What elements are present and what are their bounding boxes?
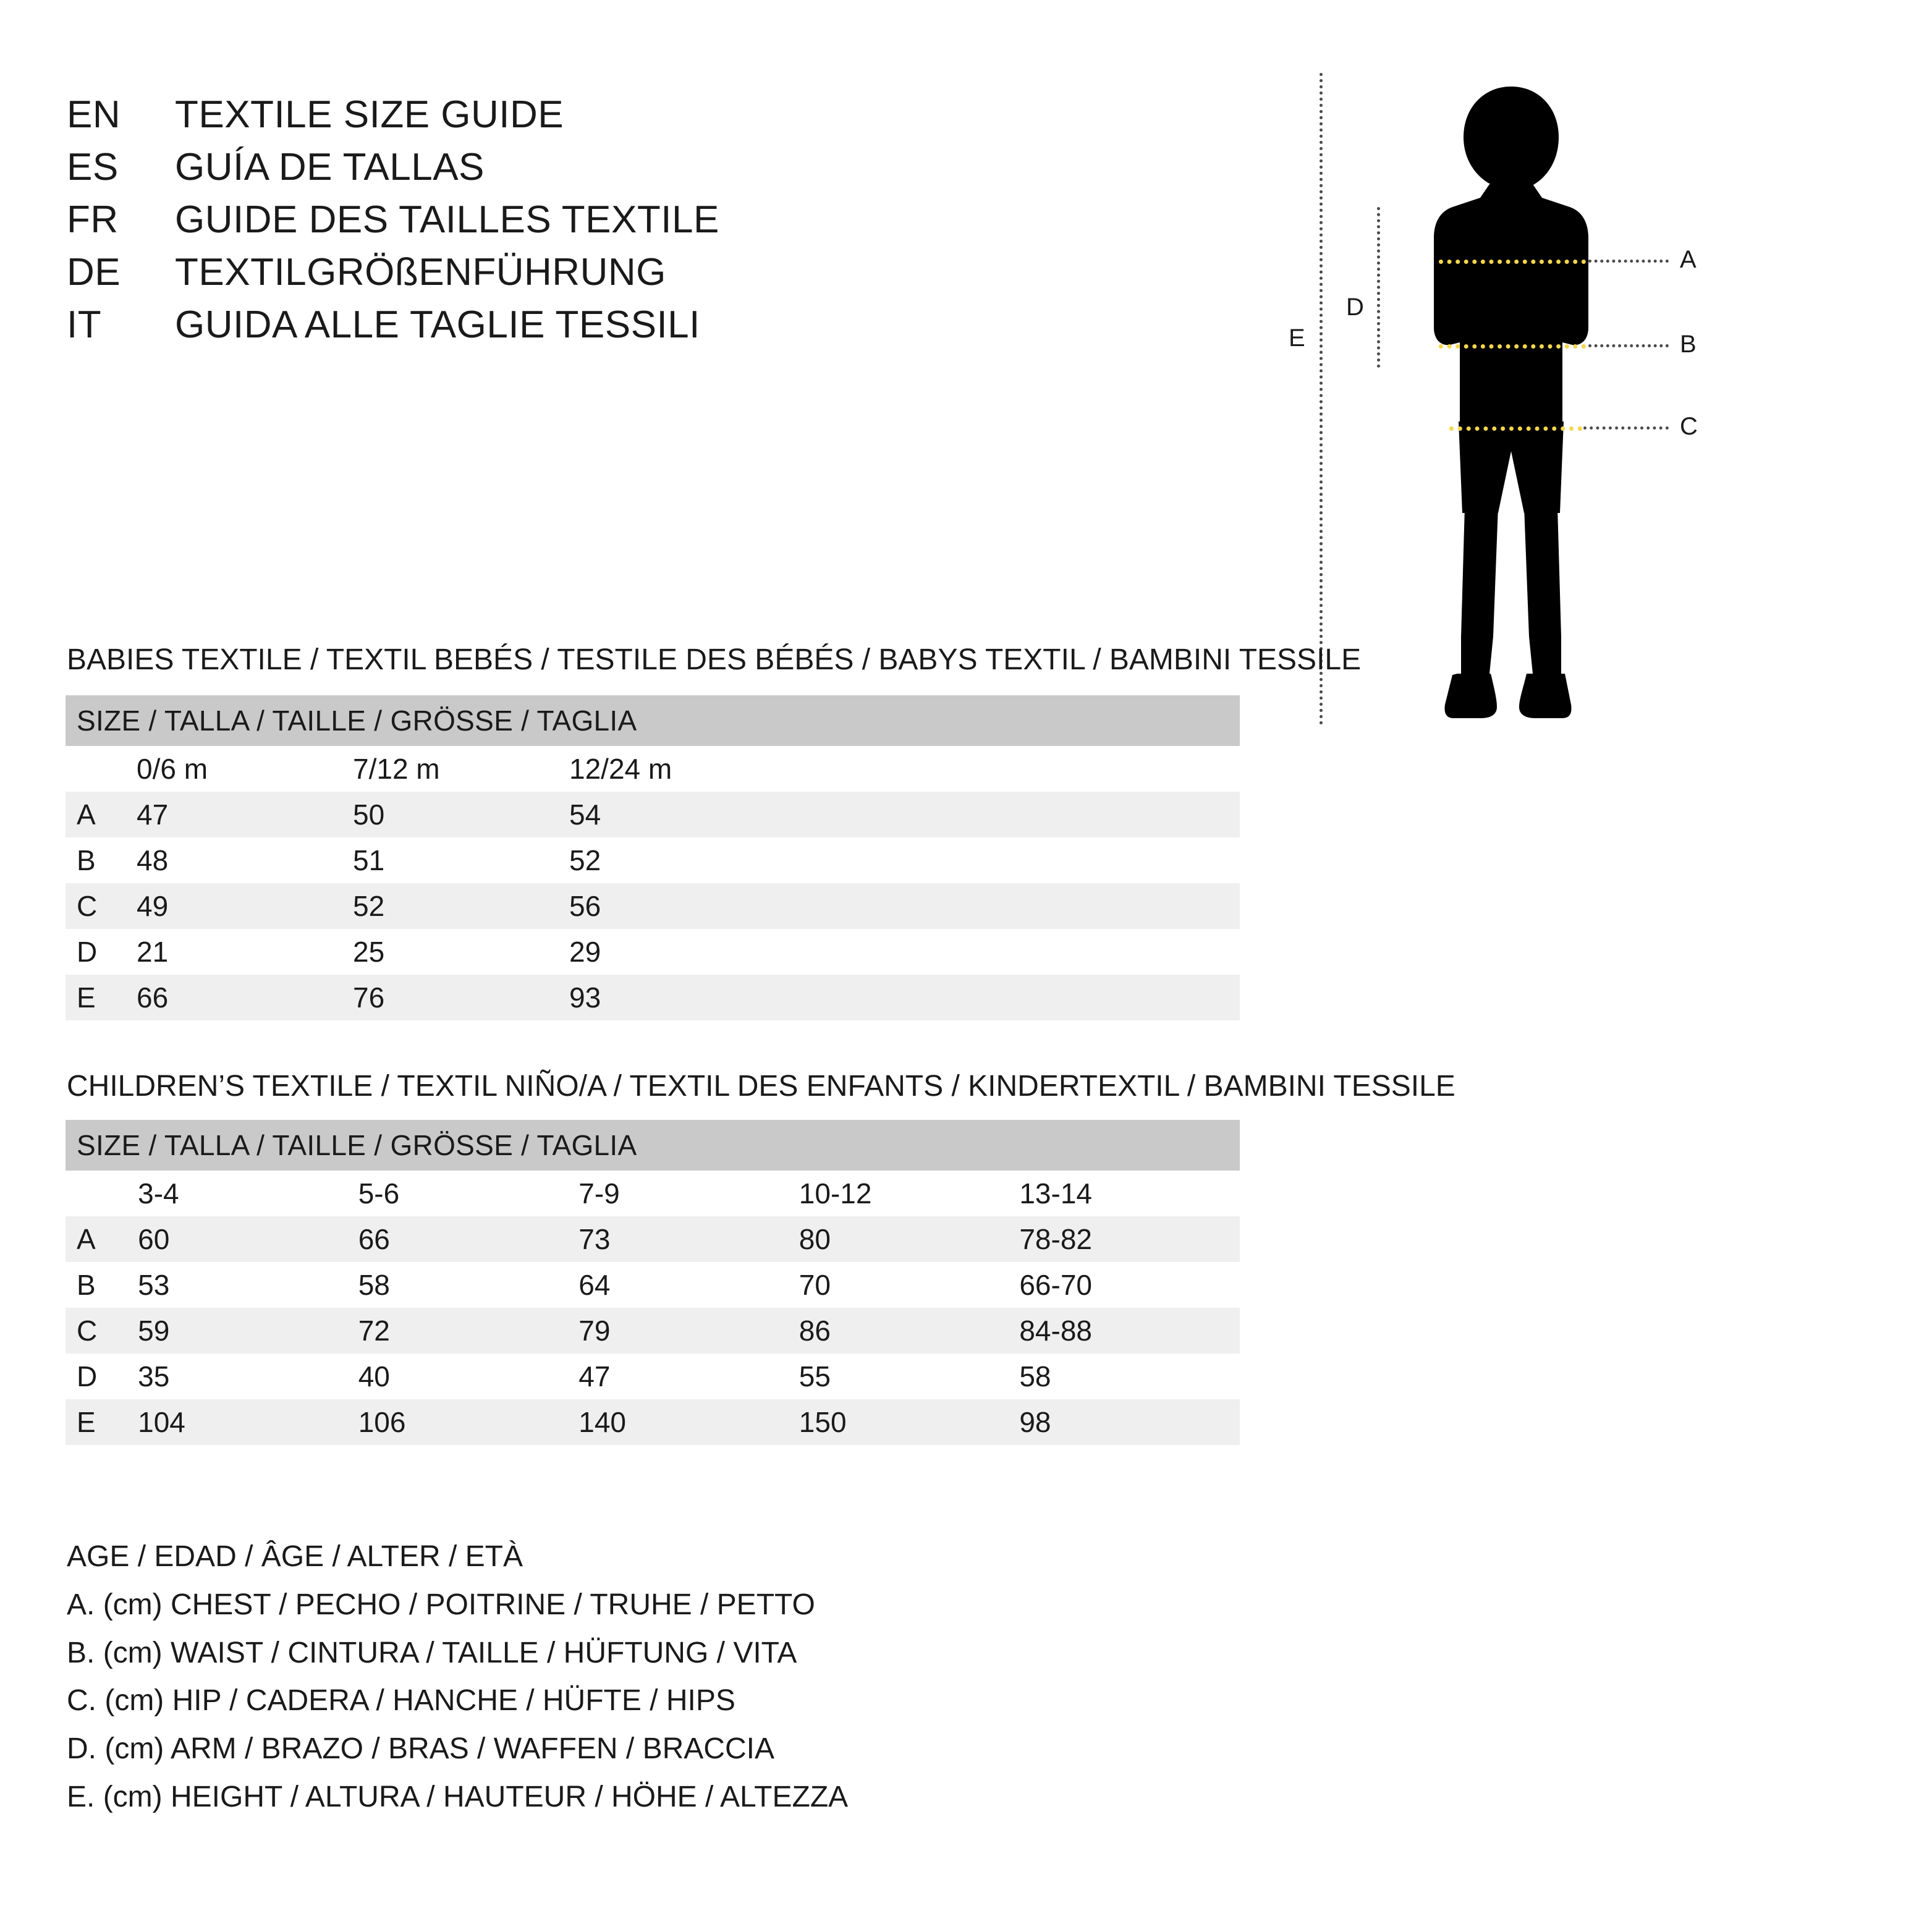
children-row-label-d: D xyxy=(77,1360,98,1392)
table-row xyxy=(66,1216,1240,1262)
babies-col-0: 0/6 m xyxy=(137,753,208,785)
babies-header-cell: SIZE / TALLA / TAILLE / GRÖSSE / TAGLIA xyxy=(66,695,1240,746)
children-e-1: 106 xyxy=(358,1399,579,1445)
children-c-4: 84-88 xyxy=(1019,1308,1240,1354)
babies-b-2: 52 xyxy=(569,844,601,876)
babies-a-2: 54 xyxy=(569,792,786,837)
title-text-fr: GUIDE DES TAILLES TEXTILE xyxy=(175,198,719,241)
title-text-en: TEXTILE SIZE GUIDE xyxy=(175,93,564,136)
children-e-3: 150 xyxy=(799,1399,1020,1445)
children-section-caption: CHILDREN’S TEXTILE / TEXTIL NIÑO/A / TEXTIL DES ENFANTS / KINDERTEXTIL / BAMBINI TESSILE xyxy=(67,1070,1455,1103)
babies-col-1: 7/12 m xyxy=(353,753,440,785)
title-row-es xyxy=(67,145,1117,189)
figure-letter-b: B xyxy=(1680,331,1697,358)
spacer-cell xyxy=(786,746,1240,792)
title-lang-de: DE xyxy=(67,251,121,294)
figure-letter-e: E xyxy=(1289,324,1305,352)
babies-b-0: 48 xyxy=(137,844,169,876)
title-row-en xyxy=(67,93,1117,137)
table-row-columns xyxy=(66,1171,1240,1216)
legend-item-d: D. (cm) ARM / BRAZO / BRAS / WAFFEN / BRACCIA xyxy=(67,1732,774,1765)
children-a-1: 66 xyxy=(358,1216,579,1262)
title-lang-en: EN xyxy=(67,93,121,136)
legend-item-e: E. (cm) HEIGHT / ALTURA / HAUTEUR / HÖHE / ALTEZZA xyxy=(67,1780,849,1813)
babies-size-table xyxy=(66,695,1240,1020)
title-lang-es: ES xyxy=(67,146,119,189)
title-text-it: GUIDA ALLE TAGLIE TESSILI xyxy=(175,303,700,346)
title-row-de xyxy=(67,250,1117,294)
children-e-2: 140 xyxy=(578,1399,799,1445)
children-col-2: 7-9 xyxy=(578,1177,620,1210)
hip-lead-line xyxy=(1583,426,1669,430)
children-a-3: 80 xyxy=(799,1216,1020,1262)
spacer-cell xyxy=(786,883,1240,929)
children-a-2: 73 xyxy=(578,1216,799,1262)
children-col-1: 5-6 xyxy=(358,1177,400,1210)
children-b-1: 58 xyxy=(358,1269,390,1301)
table-row xyxy=(66,1399,1240,1445)
children-row-label-c: C xyxy=(66,1308,138,1354)
legend-item-a: A. (cm) CHEST / PECHO / POITRINE / TRUHE / PETTO xyxy=(67,1588,815,1621)
children-a-4: 78-82 xyxy=(1019,1216,1240,1262)
height-guide-line-e xyxy=(1320,73,1323,725)
table-row xyxy=(66,1262,1240,1308)
title-lang-it: IT xyxy=(67,303,102,346)
figure-letter-d: D xyxy=(1346,294,1364,321)
children-col-0: 3-4 xyxy=(138,1177,179,1210)
empty-corner-cell xyxy=(66,1171,138,1216)
children-c-1: 72 xyxy=(358,1308,579,1354)
title-text-de: TEXTILGRÖßENFÜHRUNG xyxy=(175,251,666,294)
table-header-row xyxy=(66,1120,1240,1171)
babies-d-2: 29 xyxy=(569,936,601,968)
babies-a-0: 47 xyxy=(137,792,353,837)
babies-d-0: 21 xyxy=(137,936,169,968)
arm-guide-line-d xyxy=(1377,207,1380,368)
title-row-it xyxy=(67,303,1117,347)
children-d-0: 35 xyxy=(138,1360,170,1392)
babies-e-2: 93 xyxy=(569,975,786,1020)
babies-e-0: 66 xyxy=(137,975,353,1020)
children-row-label-b: B xyxy=(77,1269,96,1301)
babies-row-label-b: B xyxy=(77,844,96,876)
babies-col-2: 12/24 m xyxy=(569,753,672,785)
children-d-1: 40 xyxy=(358,1360,390,1392)
babies-row-label-e: E xyxy=(66,975,137,1020)
children-b-0: 53 xyxy=(138,1269,170,1301)
empty-corner-cell xyxy=(66,746,137,792)
spacer-cell xyxy=(786,792,1240,837)
figure-letter-a: A xyxy=(1680,246,1697,273)
table-row xyxy=(66,975,1240,1020)
children-e-0: 104 xyxy=(138,1399,358,1445)
children-d-2: 47 xyxy=(578,1360,611,1392)
figure-letter-c: C xyxy=(1680,413,1698,440)
measurement-legend xyxy=(67,1533,848,1821)
children-header-cell: SIZE / TALLA / TAILLE / GRÖSSE / TAGLIA xyxy=(66,1120,1240,1171)
chest-lead-line xyxy=(1588,260,1669,263)
title-text-es: GUÍA DE TALLAS xyxy=(175,146,485,189)
children-col-3: 10-12 xyxy=(799,1177,872,1210)
title-row-fr xyxy=(67,198,1117,242)
children-col-4: 13-14 xyxy=(1019,1177,1092,1210)
children-a-0: 60 xyxy=(138,1216,358,1262)
chest-measure-line xyxy=(1439,260,1586,264)
children-b-2: 64 xyxy=(578,1269,611,1301)
babies-c-0: 49 xyxy=(137,883,353,929)
measurement-figure xyxy=(1289,80,1854,773)
table-header-row xyxy=(66,695,1240,746)
babies-d-1: 25 xyxy=(353,936,385,968)
children-row-label-a: A xyxy=(66,1216,138,1262)
table-row xyxy=(66,929,1240,975)
babies-c-2: 56 xyxy=(569,883,786,929)
table-row xyxy=(66,792,1240,837)
babies-b-1: 51 xyxy=(353,844,385,876)
spacer-cell xyxy=(786,975,1240,1020)
spacer-cell xyxy=(786,837,1240,883)
table-row xyxy=(66,1308,1240,1354)
babies-row-label-a: A xyxy=(66,792,137,837)
legend-item-b: B. (cm) WAIST / CINTURA / TAILLE / HÜFTUNG / VITA xyxy=(67,1636,797,1669)
spacer-cell xyxy=(786,929,1240,975)
children-c-3: 86 xyxy=(799,1308,1020,1354)
table-row xyxy=(66,837,1240,883)
children-d-4: 58 xyxy=(1019,1360,1051,1392)
children-c-0: 59 xyxy=(138,1308,358,1354)
children-c-2: 79 xyxy=(578,1308,799,1354)
babies-row-label-c: C xyxy=(66,883,137,929)
children-b-4: 66-70 xyxy=(1019,1269,1092,1301)
legend-title: AGE / EDAD / ÂGE / ALTER / ETÀ xyxy=(67,1540,523,1573)
table-row xyxy=(66,1354,1240,1399)
babies-a-1: 50 xyxy=(353,792,569,837)
children-e-4: 98 xyxy=(1019,1399,1240,1445)
babies-row-label-d: D xyxy=(77,936,98,968)
babies-c-1: 52 xyxy=(353,883,569,929)
children-size-table xyxy=(66,1120,1240,1445)
children-b-3: 70 xyxy=(799,1269,831,1301)
title-block xyxy=(67,93,1117,355)
table-row xyxy=(66,883,1240,929)
table-row-columns xyxy=(66,746,1240,792)
hip-measure-line xyxy=(1449,426,1582,431)
title-lang-fr: FR xyxy=(67,198,119,241)
children-row-label-e: E xyxy=(66,1399,138,1445)
babies-e-1: 76 xyxy=(353,975,569,1020)
waist-lead-line xyxy=(1588,344,1669,347)
legend-item-c: C. (cm) HIP / CADERA / HANCHE / HÜFTE / HIPS xyxy=(67,1684,735,1718)
children-d-3: 55 xyxy=(799,1360,831,1392)
waist-measure-line xyxy=(1439,344,1586,349)
babies-section-caption: BABIES TEXTILE / TEXTIL BEBÉS / TESTILE DES BÉBÉS / BABYS TEXTIL / BAMBINI TESSILE xyxy=(67,643,1362,676)
